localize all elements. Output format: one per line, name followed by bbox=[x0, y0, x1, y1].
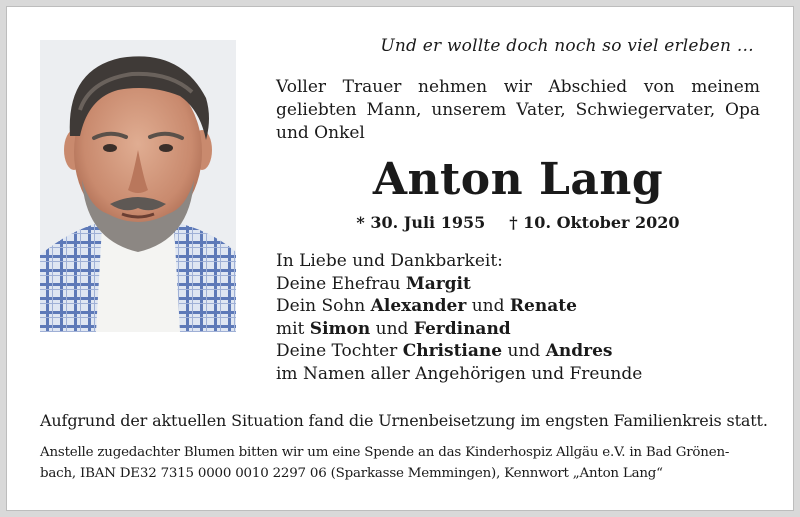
burial-notice: Aufgrund der aktuellen Situation fand die Urnenbeisetzung im engsten Familienkreis statt. bbox=[40, 411, 768, 430]
wife-name: Margit bbox=[405, 273, 471, 294]
donation-request bbox=[40, 442, 766, 484]
motto-line: Und er wollte doch noch so viel erleben … bbox=[380, 36, 754, 56]
death-date: † 10. Oktober 2020 bbox=[509, 213, 680, 232]
intro-text: Voller Trauer nehmen wir Abschied von meinem geliebten Mann, unserem Vater, Schwiegervater, Opa und Onkel bbox=[276, 77, 760, 143]
grandchild-name: Ferdinand bbox=[413, 318, 511, 339]
conjunction: und bbox=[507, 341, 541, 362]
daughter-partner-name: Andres bbox=[545, 341, 613, 362]
grandchildren-prefix: mit bbox=[276, 318, 305, 339]
portrait-photo bbox=[40, 40, 236, 332]
deceased-name: Anton Lang bbox=[372, 154, 664, 205]
conjunction: und bbox=[375, 318, 409, 339]
family-line-wife bbox=[276, 273, 760, 296]
daughter-name: Christiane bbox=[402, 341, 503, 362]
grandchild-name: Simon bbox=[309, 318, 371, 339]
son-prefix: Dein Sohn bbox=[276, 296, 366, 317]
donation-line-2: bach, IBAN DE32 7315 0000 0010 2297 06 (Sparkasse Memmingen), Kennwort „Anton Lang“ bbox=[40, 466, 663, 481]
family-line-grandchildren bbox=[276, 318, 760, 341]
donation-line-1: Anstelle zugedachter Blumen bitten wir um eine Spende an das Kinderhospiz Allgäu e.V. in Bad Grönen- bbox=[40, 445, 730, 460]
family-line-daughter bbox=[276, 340, 760, 363]
family-line-son bbox=[276, 295, 760, 318]
son-name: Alexander bbox=[370, 296, 467, 317]
family-signatures bbox=[276, 250, 760, 386]
family-closing: im Namen aller Angehörigen und Freunde bbox=[276, 363, 643, 384]
life-dates bbox=[276, 212, 760, 234]
family-opening: In Liebe und Dankbarkeit: bbox=[276, 251, 503, 271]
son-partner-name: Renate bbox=[509, 296, 577, 317]
birth-date: * 30. Juli 1955 bbox=[356, 213, 486, 232]
daughter-prefix: Deine Tochter bbox=[276, 341, 398, 362]
wife-prefix: Deine Ehefrau bbox=[276, 273, 401, 294]
conjunction: und bbox=[471, 296, 505, 317]
